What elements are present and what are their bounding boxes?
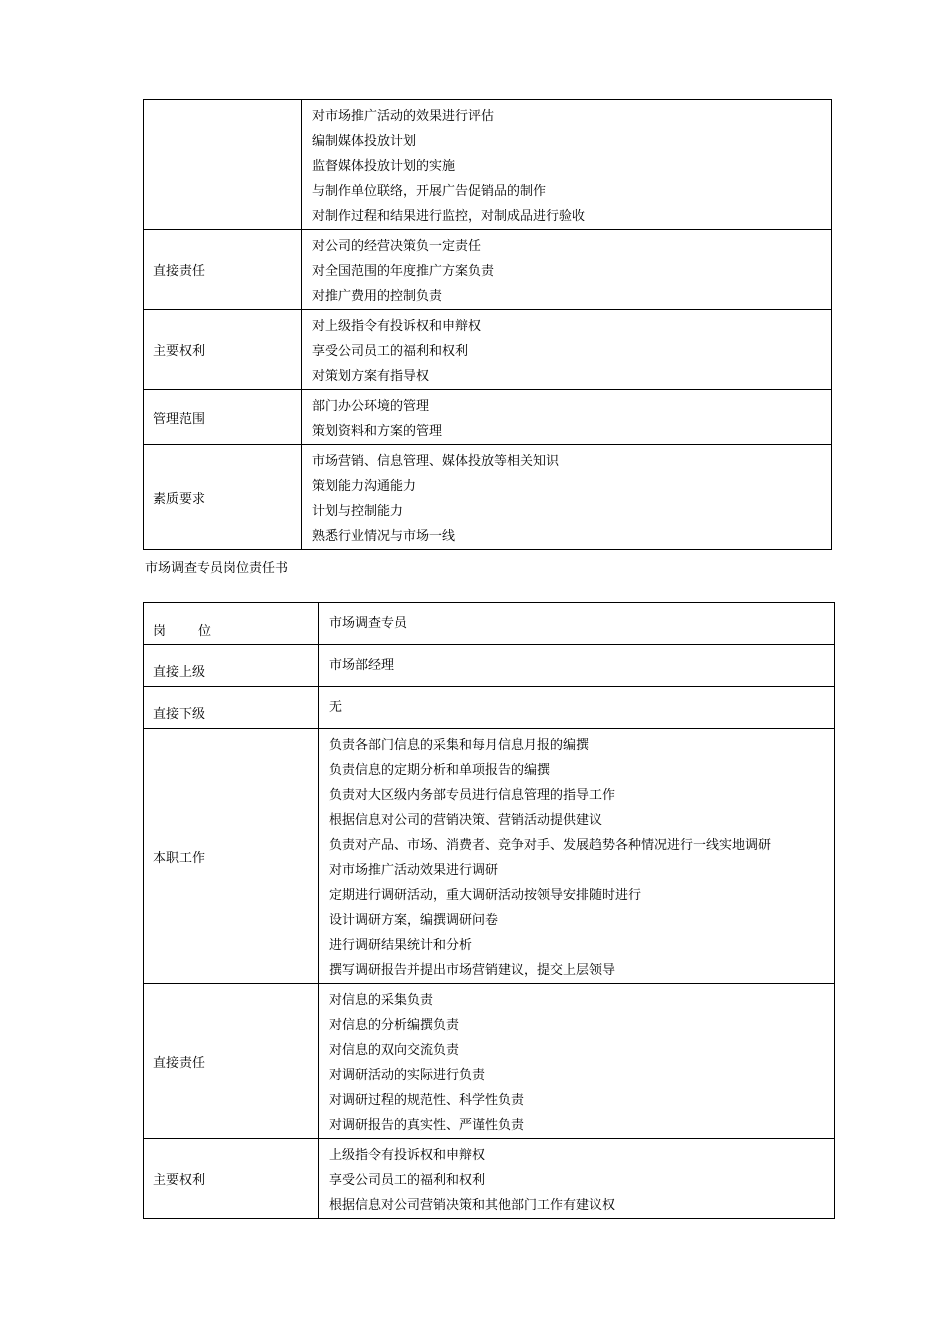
subordinate-row (144, 687, 835, 729)
duty-item: 对调研报告的真实性、严谨性负责 (329, 1118, 525, 1133)
duty-item: 对公司的经营决策负一定责任 (312, 239, 482, 254)
subordinate-label: 直接下级 (144, 687, 319, 729)
duty-item: 进行调研结果统计和分析 (329, 938, 473, 953)
duty-item: 撰写调研报告并提出市场营销建议，提交上层领导 (329, 963, 616, 978)
duty-item: 熟悉行业情况与市场一线 (312, 529, 456, 544)
duty-item: 根据信息对公司的营销决策、营销活动提供建议 (329, 813, 603, 828)
position-row (144, 603, 835, 645)
section-title: 市场调查专员岗位责任书 (145, 561, 289, 576)
table1-row-label: 管理范围 (144, 390, 302, 445)
table2-row (144, 984, 835, 1139)
duty-item: 负责信息的定期分析和单项报告的编撰 (329, 763, 551, 778)
table1-row (144, 390, 832, 445)
table1-row-label (144, 100, 302, 230)
table1-row-label: 直接责任 (144, 230, 302, 310)
table1-row (144, 445, 832, 550)
duty-item: 策划资料和方案的管理 (312, 424, 443, 439)
table2-row-content (319, 984, 835, 1139)
duty-item: 对信息的采集负责 (329, 993, 434, 1008)
table1-row (144, 310, 832, 390)
duty-item: 市场营销、信息管理、媒体投放等相关知识 (312, 454, 560, 469)
position-value: 市场调查专员 (319, 603, 835, 645)
table1-row-label: 主要权利 (144, 310, 302, 390)
table1-row-content (302, 100, 832, 230)
duty-item: 计划与控制能力 (312, 504, 404, 519)
duty-item: 对信息的分析编撰负责 (329, 1018, 460, 1033)
duty-item: 对信息的双向交流负责 (329, 1043, 460, 1058)
duty-item: 编制媒体投放计划 (312, 134, 417, 149)
duty-item: 策划能力沟通能力 (312, 479, 417, 494)
table1-row-content (302, 390, 832, 445)
superior-value: 市场部经理 (319, 645, 835, 687)
duty-item: 与制作单位联络，开展广告促销品的制作 (312, 184, 547, 199)
table2-row-label: 主要权利 (144, 1139, 319, 1219)
position-label-char-2: 位 (198, 624, 212, 639)
table1-row (144, 230, 832, 310)
duty-item: 负责对产品、市场、消费者、竞争对手、发展趋势各种情况进行一线实地调研 (329, 838, 772, 853)
table2-row (144, 1139, 835, 1219)
duty-item: 根据信息对公司营销决策和其他部门工作有建议权 (329, 1198, 616, 1213)
table1-row-content (302, 445, 832, 550)
table1-row-content (302, 310, 832, 390)
duty-item: 对调研过程的规范性、科学性负责 (329, 1093, 525, 1108)
position-label-char-1: 岗 (153, 624, 167, 639)
duty-item: 对全国范围的年度推广方案负责 (312, 264, 495, 279)
table2-row (144, 729, 835, 984)
table2-row-label: 直接责任 (144, 984, 319, 1139)
superior-row (144, 645, 835, 687)
duty-item: 负责各部门信息的采集和每月信息月报的编撰 (329, 738, 590, 753)
duty-item: 部门办公环境的管理 (312, 399, 430, 414)
table1-row-label: 素质要求 (144, 445, 302, 550)
duty-item: 负责对大区级内务部专员进行信息管理的指导工作 (329, 788, 616, 803)
duty-item: 对策划方案有指导权 (312, 369, 430, 384)
superior-label: 直接上级 (144, 645, 319, 687)
duty-item: 设计调研方案，编撰调研问卷 (329, 913, 499, 928)
duty-item: 对调研活动的实际进行负责 (329, 1068, 486, 1083)
duty-item: 监督媒体投放计划的实施 (312, 159, 456, 174)
duty-item: 对上级指令有投诉权和申辩权 (312, 319, 482, 334)
table2-row-label: 本职工作 (144, 729, 319, 984)
table1-row-content (302, 230, 832, 310)
duty-item: 对市场推广活动的效果进行评估 (312, 109, 495, 124)
subordinate-value: 无 (319, 687, 835, 729)
duty-item: 享受公司员工的福利和权利 (329, 1173, 486, 1188)
duty-item: 上级指令有投诉权和申辩权 (329, 1148, 486, 1163)
position-label (144, 603, 319, 645)
table1-row (144, 100, 832, 230)
duty-item: 享受公司员工的福利和权利 (312, 344, 469, 359)
table2-row-content (319, 729, 835, 984)
duty-item: 对推广费用的控制负责 (312, 289, 443, 304)
duty-item: 对制作过程和结果进行监控，对制成品进行验收 (312, 209, 586, 224)
duty-item: 定期进行调研活动，重大调研活动按领导安排随时进行 (329, 888, 642, 903)
table2-row-content (319, 1139, 835, 1219)
duty-item: 对市场推广活动效果进行调研 (329, 863, 499, 878)
responsibility-table-2 (143, 602, 835, 1219)
responsibility-table-1 (143, 99, 832, 550)
